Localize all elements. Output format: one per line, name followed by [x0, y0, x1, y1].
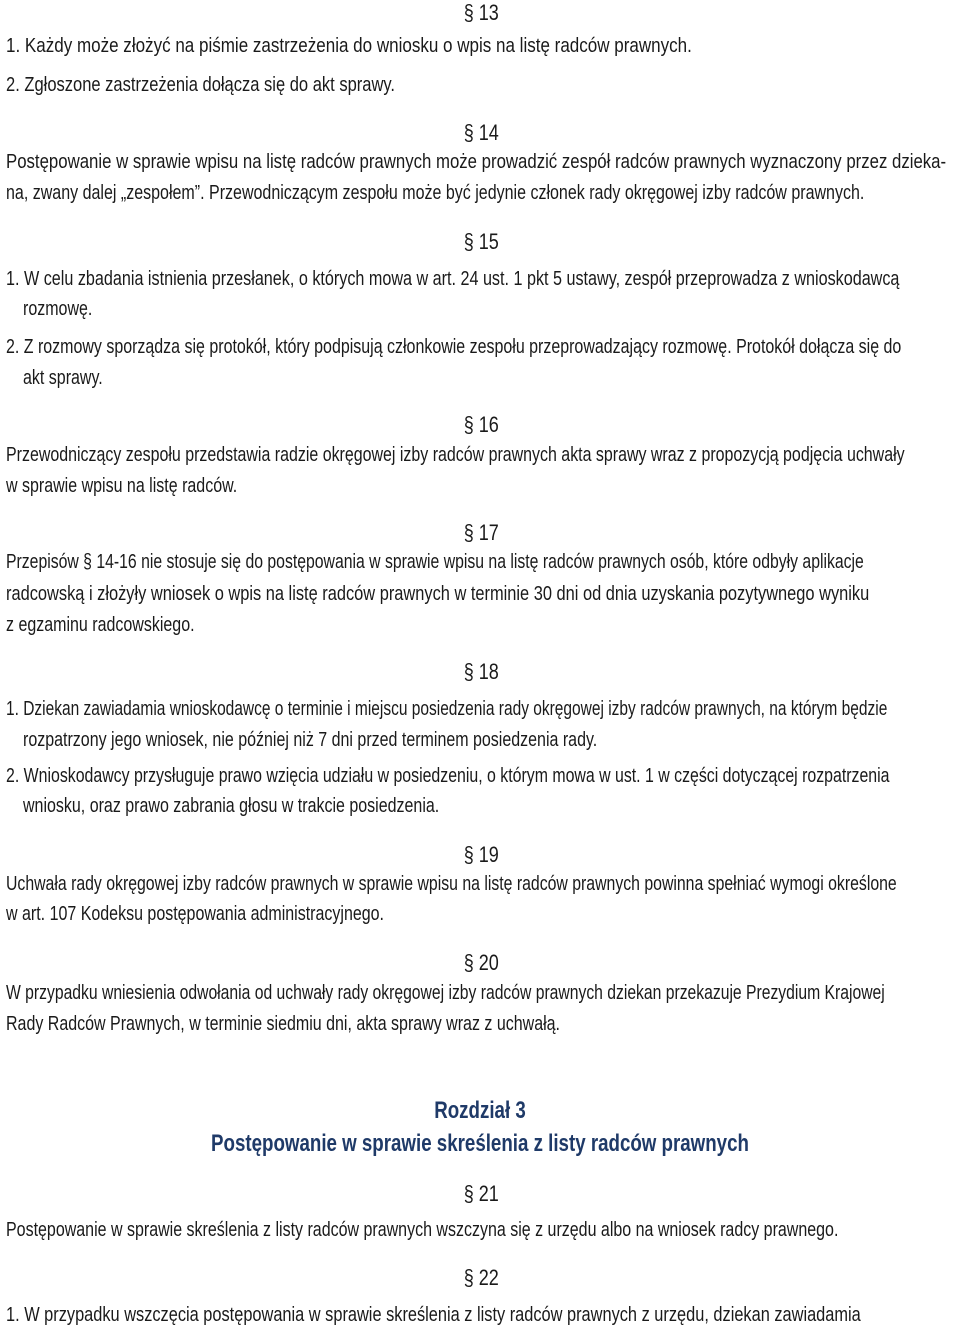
section-heading-19: § 19	[463, 842, 499, 867]
paragraph-15-line-4: akt sprawy.	[23, 367, 103, 389]
paragraph-19-line-2: w art. 107 Kodeksu postępowania administracyjnego.	[6, 903, 384, 925]
paragraph-13-line-1: 1. Każdy może złożyć na piśmie zastrzeżenia do wniosku o wpis na listę radców prawnych.	[6, 35, 692, 57]
paragraph-21-line-1: Postępowanie w sprawie skreślenia z listy radców prawnych wszczyna się z urzędu albo na wniosek radcy prawnego.	[6, 1219, 839, 1241]
paragraph-18-line-3: 2. Wnioskodawcy przysługuje prawo wzięcia udziału w posiedzeniu, o którym mowa w ust. 1 w części dotyczącej rozpatrzenia	[6, 765, 890, 787]
paragraph-14-line-1: Postępowanie w sprawie wpisu na listę radców prawnych może prowadzić zespół radców prawnych wyznaczony przez dzieka-	[6, 151, 947, 173]
paragraph-16-line-1: Przewodniczący zespołu przedstawia radzie okręgowej izby radców prawnych akta sprawy wraz z propozycją podjęcia uchwały	[6, 444, 905, 466]
paragraph-18-line-1: 1. Dziekan zawiadamia wnioskodawcę o terminie i miejscu posiedzenia rady okręgowej izby radców prawnych, na którym będzie	[6, 698, 888, 720]
paragraph-15-line-3: 2. Z rozmowy sporządza się protokół, który podpisują członkowie zespołu przeprowadzający rozmowę. Protokół dołącza się do	[6, 336, 902, 358]
section-heading-14: § 14	[463, 120, 499, 145]
section-heading-16: § 16	[463, 412, 499, 437]
section-heading-21: § 21	[463, 1181, 499, 1206]
paragraph-20-line-2: Rady Radców Prawnych, w terminie siedmiu dni, akta sprawy wraz z uchwałą.	[6, 1013, 560, 1035]
section-heading-17: § 17	[463, 520, 499, 545]
chapter-number: Rozdział 3	[434, 1097, 526, 1124]
paragraph-20-line-1: W przypadku wniesienia odwołania od uchwały rady okręgowej izby radców prawnych dziekan przekazuje Prezydium Krajowej	[6, 982, 885, 1004]
paragraph-17-line-1: Przepisów § 14-16 nie stosuje się do postępowania w sprawie wpisu na listę radców prawnych osób, które odbyły aplikacje	[6, 551, 864, 573]
section-heading-13: § 13	[463, 0, 499, 25]
paragraph-18-line-4: wniosku, oraz prawo zabrania głosu w trakcie posiedzenia.	[23, 795, 440, 817]
paragraph-18-line-2: rozpatrzony jego wniosek, nie później niż 7 dni przed terminem posiedzenia rady.	[23, 729, 598, 751]
chapter-title: Postępowanie w sprawie skreślenia z listy radców prawnych	[211, 1130, 749, 1157]
paragraph-16-line-2: w sprawie wpisu na listę radców.	[6, 475, 238, 497]
paragraph-19-line-1: Uchwała rady okręgowej izby radców prawnych w sprawie wpisu na listę radców prawnych powinna spełniać wymogi określone	[6, 873, 897, 895]
paragraph-15-line-2: rozmowę.	[23, 298, 93, 320]
paragraph-15-line-1: 1. W celu zbadania istnienia przesłanek, o których mowa w art. 24 ust. 1 pkt 5 ustawy, zespół przeprowadza z wnioskodawcą	[6, 268, 900, 290]
section-heading-15: § 15	[463, 229, 499, 254]
paragraph-14-line-2: na, zwany dalej „zespołem”. Przewodniczącym zespołu może być jedynie członek rady okręgowej izby radców prawnych.	[6, 182, 865, 204]
paragraph-13-line-2: 2. Zgłoszone zastrzeżenia dołącza się do akt sprawy.	[6, 74, 396, 96]
paragraph-17-line-2: radcowską i złożyły wniosek o wpis na listę radców prawnych w terminie 30 dni od dnia uzyskania pozytywnego wyniku	[6, 583, 870, 605]
paragraph-22-line-1: 1. W przypadku wszczęcia postępowania w sprawie skreślenia z listy radców prawnych z urzędu, dziekan zawiadamia	[6, 1304, 861, 1326]
paragraph-17-line-3: z egzaminu radcowskiego.	[6, 614, 195, 636]
section-heading-18: § 18	[463, 659, 499, 684]
section-heading-22: § 22	[463, 1265, 499, 1290]
section-heading-20: § 20	[463, 950, 499, 975]
